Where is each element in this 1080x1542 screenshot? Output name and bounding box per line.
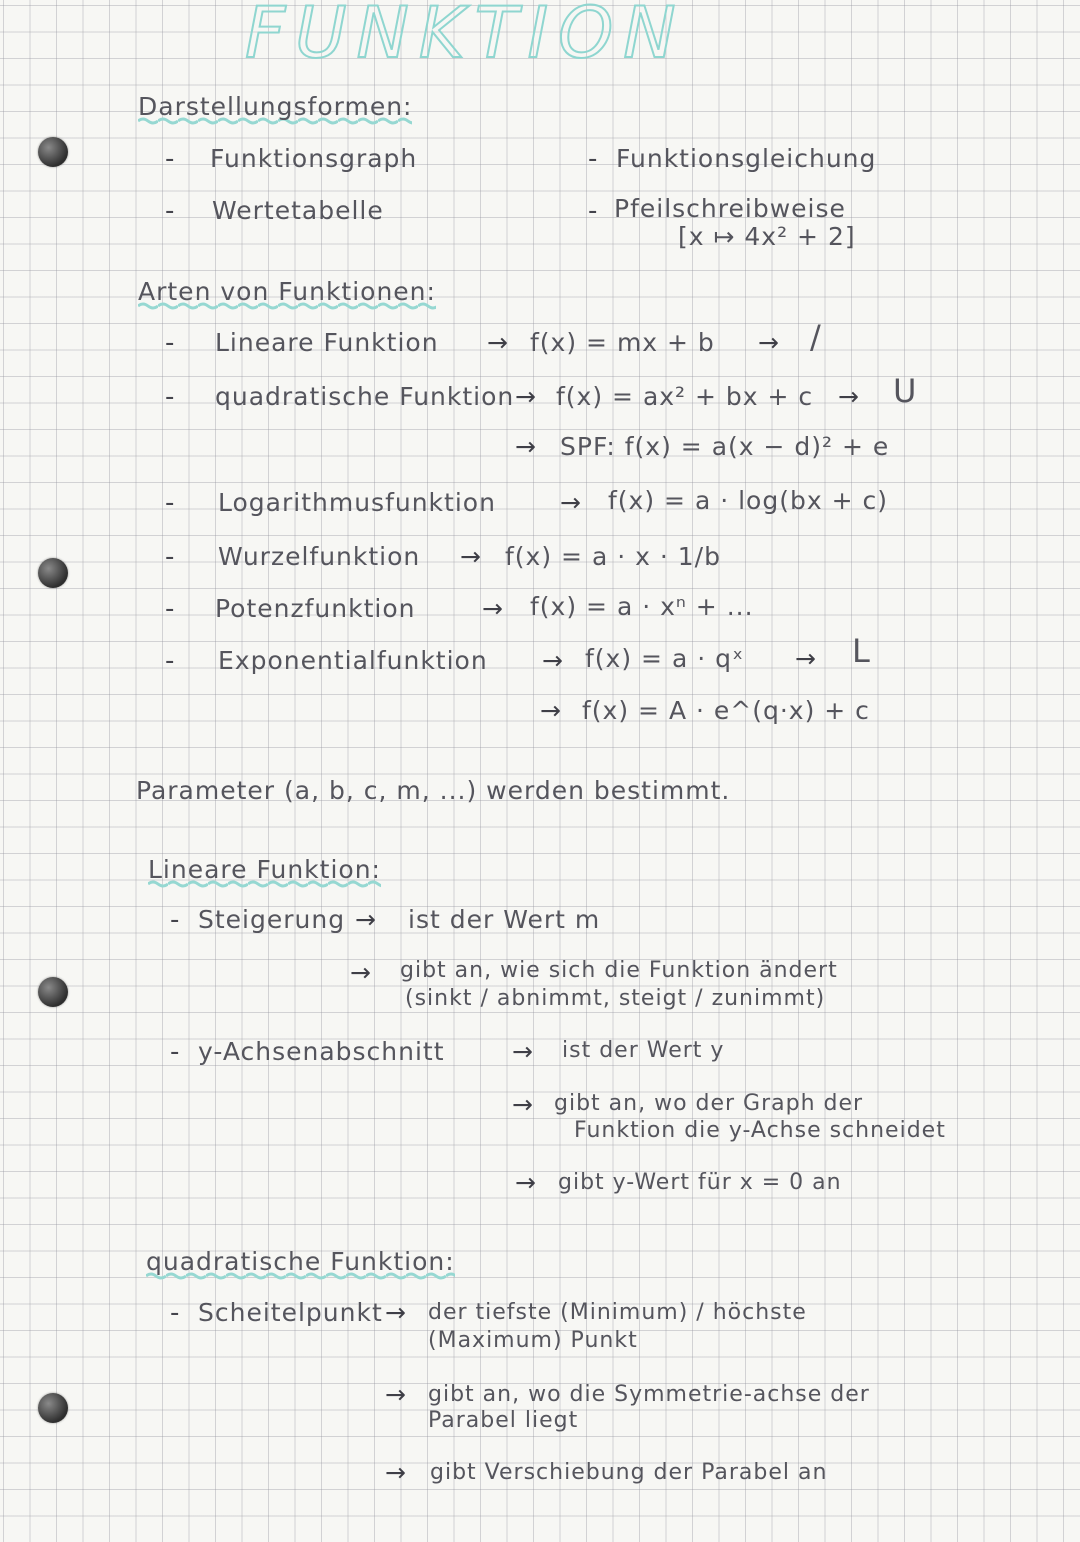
bullet-dash: -: [165, 646, 175, 676]
item-funktionsgraph: Funktionsgraph: [210, 144, 418, 173]
bullet-dash: -: [165, 144, 175, 174]
steigung-text-1: ist der Wert m: [408, 905, 601, 934]
heading-lineare-funktion: Lineare Funktion:: [148, 855, 381, 888]
arrow-icon: →: [512, 1090, 534, 1119]
arrow-icon: →: [482, 594, 504, 623]
yachse-text-2a: gibt an, wo der Graph der: [554, 1091, 864, 1116]
yachse-text-3: gibt y-Wert für x = 0 an: [558, 1170, 842, 1195]
linear-shape: /: [810, 318, 822, 356]
scheitel-text-2a: gibt an, wo die Symmetrie-achse der: [428, 1382, 870, 1407]
arrow-icon: →: [460, 542, 482, 571]
arrow-icon: →: [512, 1037, 534, 1066]
item-wertetabelle: Wertetabelle: [212, 196, 384, 225]
arrow-icon: →: [560, 488, 582, 517]
arrow-icon: →: [542, 646, 564, 675]
punch-hole: [38, 137, 68, 167]
scheitel-text-1b: (Maximum) Punkt: [428, 1328, 638, 1353]
parameter-line: Parameter (a, b, c, m, ...) werden bestimmt.: [136, 776, 731, 805]
arrow-icon: →: [487, 328, 509, 357]
exp-formula-2: f(x) = A · e^(q·x) + c: [582, 696, 870, 725]
linear-name: Lineare Funktion: [215, 328, 439, 357]
bullet-dash: -: [165, 488, 175, 518]
bullet-dash: -: [165, 594, 175, 624]
scheitel-text-2b: Parabel liegt: [428, 1408, 579, 1433]
yachse-text-1: ist der Wert y: [562, 1038, 725, 1063]
arrow-icon: →: [540, 696, 562, 725]
arrow-icon: →: [385, 1380, 407, 1409]
arrow-icon: →: [385, 1458, 407, 1487]
root-name: Wurzelfunktion: [218, 542, 421, 571]
bullet-dash: -: [165, 542, 175, 572]
quadratic-shape: U: [893, 372, 918, 410]
bullet-dash: -: [165, 196, 175, 226]
exp-shape: L: [852, 632, 871, 670]
root-formula: f(x) = a · x · 1/b: [505, 542, 721, 571]
punch-hole: [38, 1393, 68, 1423]
arrow-icon: →: [385, 1298, 407, 1327]
arrow-icon: →: [515, 382, 537, 411]
log-name: Logarithmusfunktion: [218, 488, 496, 517]
bullet-dash: -: [165, 382, 175, 412]
arrow-icon: →: [515, 1168, 537, 1197]
bullet-dash: -: [588, 196, 598, 226]
exp-name: Exponentialfunktion: [218, 646, 488, 675]
scheitel-text-3: gibt Verschiebung der Parabel an: [430, 1460, 828, 1485]
steigung-text-2b: (sinkt / abnimmt, steigt / zunimmt): [405, 986, 826, 1011]
quadratic-formula: f(x) = ax² + bx + c: [556, 382, 814, 411]
yachse-text-2b: Funktion die y-Achse schneidet: [574, 1118, 946, 1143]
bullet-dash: -: [170, 1037, 180, 1067]
power-formula: f(x) = a · xⁿ + ...: [530, 592, 754, 621]
arrow-icon: →: [350, 958, 372, 987]
log-formula: f(x) = a · log(bx + c): [608, 486, 888, 515]
item-pfeilschreibweise: Pfeilschreibweise: [614, 194, 846, 223]
arrow-icon: →: [838, 382, 860, 411]
bullet-dash: -: [165, 328, 175, 358]
exp-formula: f(x) = a · qˣ: [585, 644, 745, 673]
steigung-label: Steigerung: [198, 905, 346, 934]
page-title: FUNKTION: [245, 0, 686, 74]
punch-hole: [38, 977, 68, 1007]
scheitel-text-1a: der tiefste (Minimum) / höchste: [428, 1300, 807, 1325]
heading-quadratische-funktion: quadratische Funktion:: [146, 1247, 455, 1280]
scheitel-label: Scheitelpunkt: [198, 1298, 383, 1327]
arrow-icon: →: [515, 432, 537, 461]
heading-darstellungsformen: Darstellungsformen:: [138, 92, 412, 125]
bullet-dash: -: [170, 905, 180, 935]
item-funktionsgleichung: Funktionsgleichung: [616, 144, 877, 173]
quadratic-name: quadratische Funktion: [215, 382, 515, 411]
linear-formula: f(x) = mx + b: [530, 328, 715, 357]
power-name: Potenzfunktion: [215, 594, 416, 623]
arrow-icon: →: [758, 328, 780, 357]
quadratic-spf: SPF: f(x) = a(x − d)² + e: [560, 432, 890, 461]
arrow-notation-example: [x ↦ 4x² + 2]: [678, 222, 856, 251]
yachse-label: y-Achsenabschnitt: [198, 1037, 445, 1066]
arrow-icon: →: [795, 644, 817, 673]
bullet-dash: -: [588, 144, 598, 174]
bullet-dash: -: [170, 1298, 180, 1328]
heading-arten-von-funktionen: Arten von Funktionen:: [138, 277, 436, 310]
arrow-icon: →: [355, 905, 377, 934]
steigung-text-2a: gibt an, wie sich die Funktion ändert: [400, 958, 838, 983]
punch-hole: [38, 558, 68, 588]
